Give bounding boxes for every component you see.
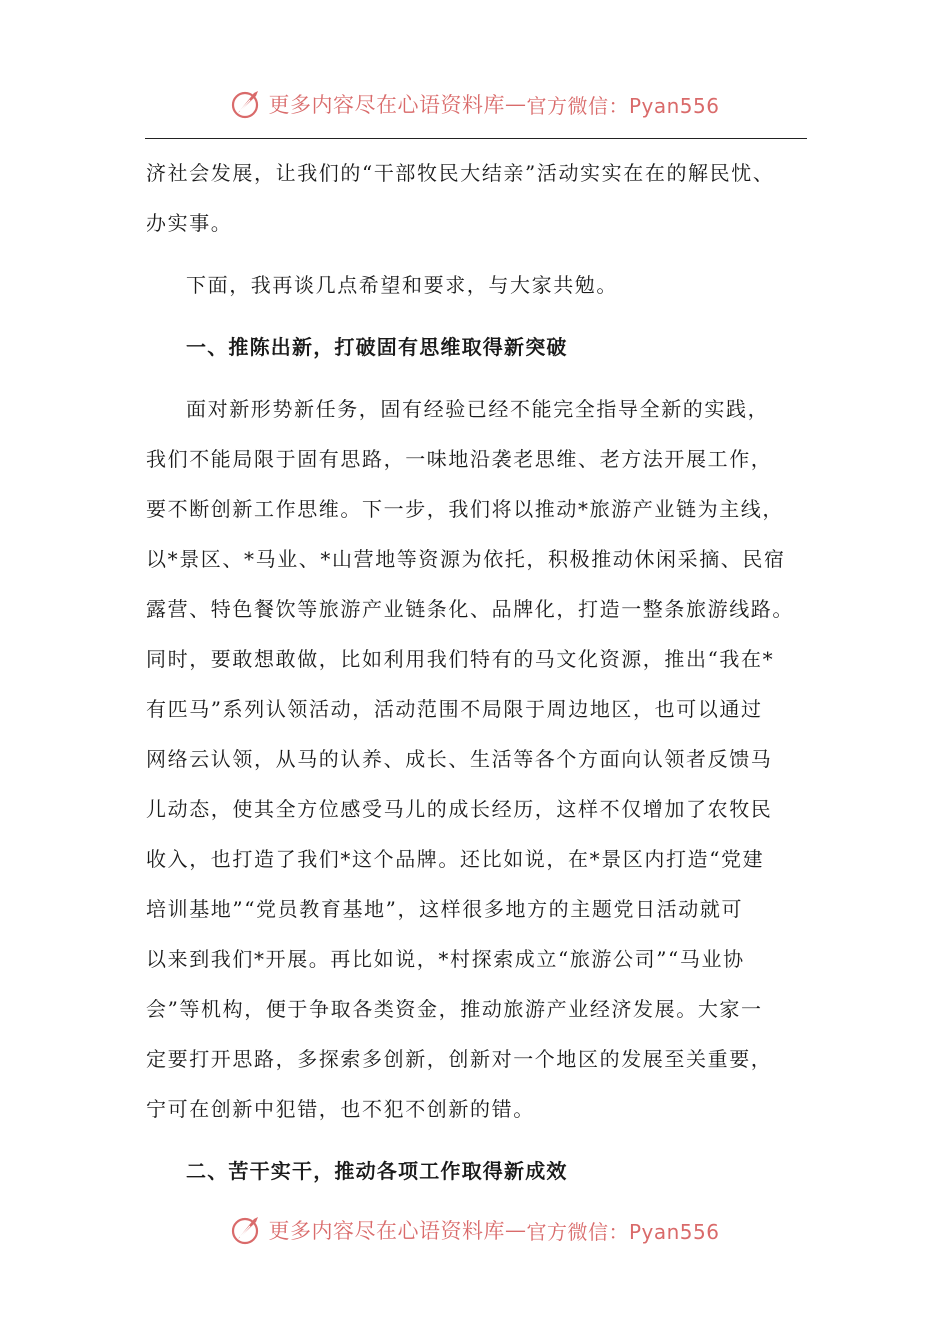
watermark-brand: 更多内容尽在心语资料库	[268, 1219, 505, 1243]
paragraph-line: 会”等机构，便于争取各类资金，推动旅游产业经济发展。大家一	[146, 997, 763, 1021]
quill-logo-icon	[230, 87, 264, 121]
paragraph-line: 露营、特色餐饮等旅游产业链条化、品牌化，打造一整条旅游线路。	[146, 597, 794, 621]
watermark-brand: 更多内容尽在心语资料库	[268, 93, 505, 117]
watermark-contact: 官方微信：Pyan556	[526, 93, 720, 118]
header-watermark	[0, 84, 950, 124]
paragraph-line: 定要打开思路，多探索多创新，创新对一个地区的发展至关重要，	[146, 1047, 773, 1071]
paragraph-line: 济社会发展，让我们的“干部牧民大结亲”活动实实在在的解民忧、	[146, 161, 775, 185]
document-body	[146, 148, 808, 1196]
paragraph-line: 同时，要敢想敢做，比如利用我们特有的马文化资源，推出“我在*	[146, 647, 775, 671]
paragraph-line: 宁可在创新中犯错，也不犯不创新的错。	[146, 1097, 535, 1121]
paragraph-line: 办实事。	[146, 211, 233, 235]
paragraph-line: 儿动态，使其全方位感受马儿的成长经历，这样不仅增加了农牧民	[146, 797, 773, 821]
paragraph-line: 以*景区、*马业、*山营地等资源为依托，积极推动休闲采摘、民宿	[146, 547, 786, 571]
watermark-separator: —	[504, 92, 527, 116]
section-heading-1: 一、推陈出新，打破固有思维取得新突破	[186, 335, 568, 359]
paragraph-line: 网络云认领，从马的认养、成长、生活等各个方面向认领者反馈马	[146, 747, 773, 771]
paragraph-line: 收入，也打造了我们*这个品牌。还比如说，在*景区内打造“党建	[146, 847, 765, 871]
header-divider	[145, 138, 807, 139]
quill-logo-icon	[230, 1213, 264, 1247]
watermark-contact: 官方微信：Pyan556	[526, 1219, 720, 1244]
paragraph-line: 要不断创新工作思维。下一步，我们将以推动*旅游产业链为主线，	[146, 497, 784, 521]
footer-watermark	[0, 1210, 950, 1250]
paragraph-line: 面对新形势新任务，固有经验已经不能完全指导全新的实践，	[186, 397, 770, 421]
paragraph-line: 培训基地”“党员教育基地”，这样很多地方的主题党日活动就可	[146, 897, 744, 921]
watermark-separator: —	[504, 1218, 527, 1242]
paragraph-line: 有匹马”系列认领活动，活动范围不局限于周边地区，也可以通过	[146, 697, 763, 721]
paragraph-line: 我们不能局限于固有思路，一味地沿袭老思维、老方法开展工作，	[146, 447, 773, 471]
section-heading-2: 二、苦干实干，推动各项工作取得新成效	[186, 1159, 568, 1183]
paragraph-line: 下面，我再谈几点希望和要求，与大家共勉。	[186, 273, 618, 297]
paragraph-line: 以来到我们*开展。再比如说，*村探索成立“旅游公司”“马业协	[146, 947, 745, 971]
